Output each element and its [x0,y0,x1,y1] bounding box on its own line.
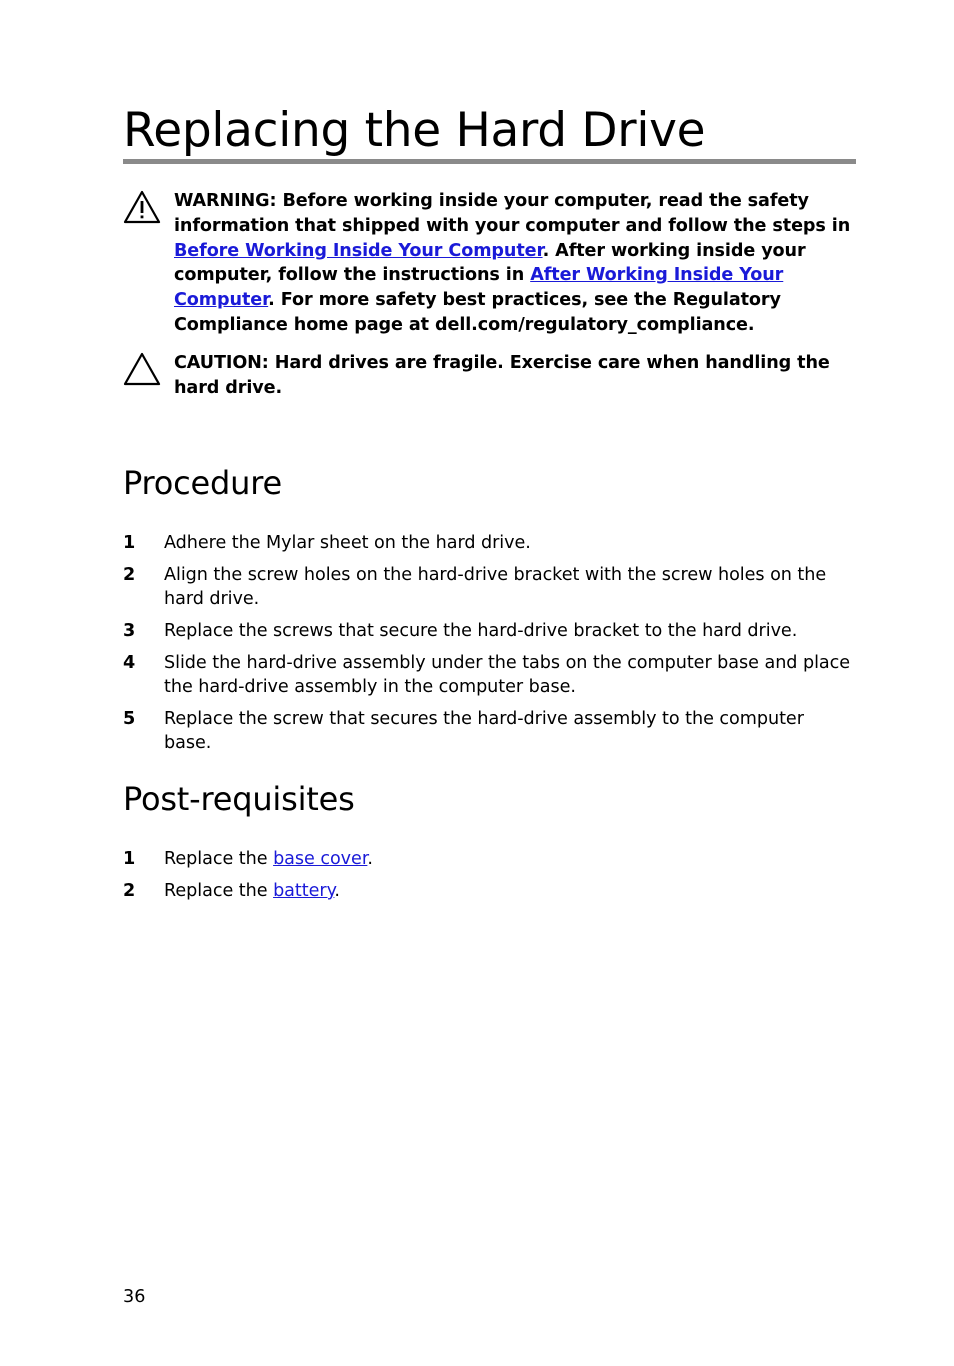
procedure-step: 1 Adhere the Mylar sheet on the hard drive. [123,533,531,553]
warning-triangle-icon [123,190,161,224]
procedure-step: 3 Replace the screws that secure the hard-drive bracket to the hard drive. [123,621,798,641]
base-cover-link[interactable]: base cover [273,849,368,869]
caution-triangle-icon [123,352,161,386]
procedure-steps [123,531,856,763]
page-number: 36 [123,1287,146,1307]
procedure-step: 2 Align the screw holes on the hard-drive bracket with the screw holes on the hard drive. [123,565,827,609]
battery-link[interactable]: battery [273,881,335,901]
procedure-step: 5 Replace the screw that secures the hard-drive assembly to the computer base. [123,709,804,753]
post-requisites-steps [123,847,856,911]
caution-text: CAUTION: Hard drives are fragile. Exercise care when handling the hard drive. [174,353,830,398]
warning-text: WARNING: Before working inside your computer, read the safety information that shipped with your computer and follow the steps in Before Working Inside Your Computer. After working inside your computer, follow the instructions in After Working Inside Your Computer. For more safety best practices, see the Regulatory Compliance home page at dell.com/regulatory_compliance. [174,191,851,335]
post-requisites-heading: Post-requisites [123,780,355,818]
caution-notice [123,351,856,401]
before-working-inside-link[interactable]: Before Working Inside Your Computer [174,240,543,261]
procedure-step: 4 Slide the hard-drive assembly under the tabs on the computer base and place the hard-drive assembly in the computer base. [123,653,851,697]
post-requisite-step: 1 Replace the base cover. [123,849,373,869]
procedure-heading: Procedure [123,464,282,502]
after-working-inside-link[interactable]: After Working Inside Your Computer [174,265,784,311]
page-title: Replacing the Hard Drive [123,103,706,158]
post-requisite-step: 2 Replace the battery. [123,881,340,901]
warning-notice [123,189,856,338]
title-underline-rule [123,159,856,164]
